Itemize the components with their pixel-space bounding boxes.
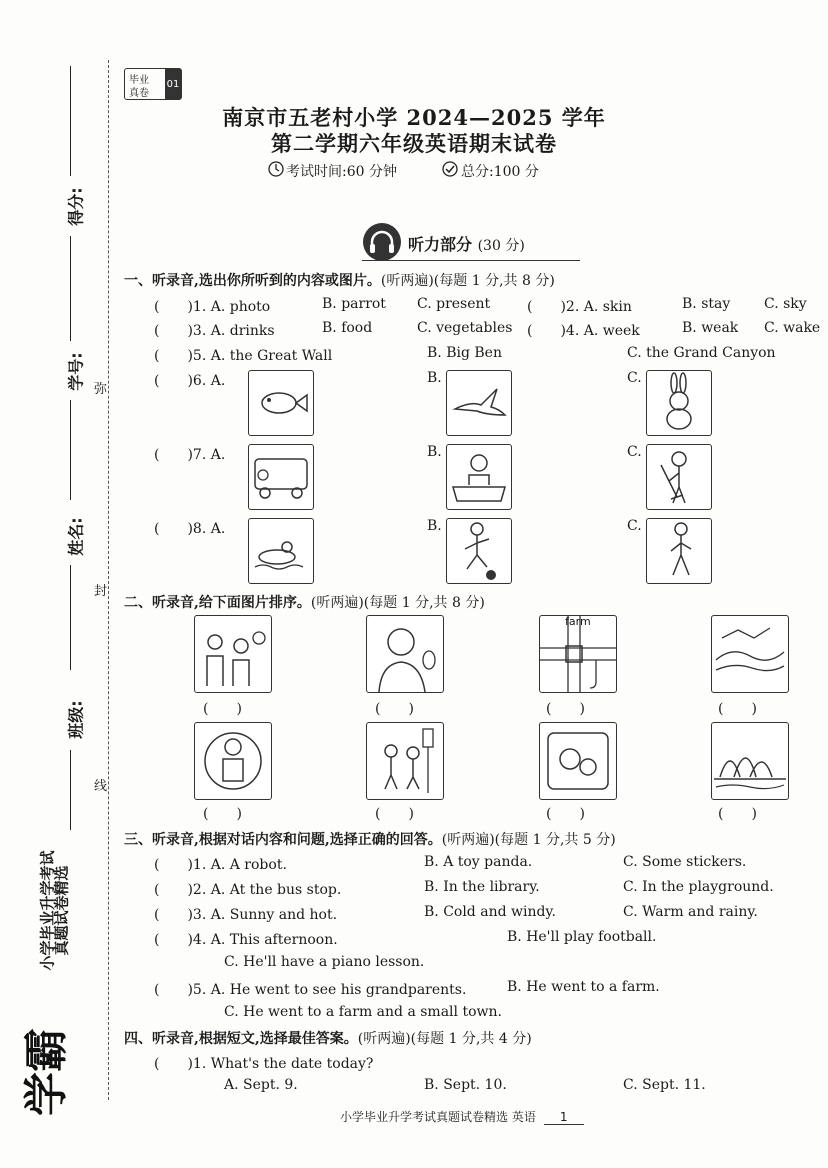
p4-q1: ( )1. What's the date today? <box>154 1056 374 1072</box>
badge-number: 01 <box>165 69 181 99</box>
badge-line1: 毕业 <box>129 75 149 86</box>
p3-q5-a: ( )5. A. He went to see his grandparents. <box>154 982 467 998</box>
part2-heading <box>124 592 485 612</box>
title-line1: 南京市五老村小学 2024—2025 学年 <box>222 105 606 130</box>
brand-small-2: 真题试卷精选 <box>52 865 71 956</box>
p4-q1-a: A. Sept. 9. <box>224 1077 298 1093</box>
part3-note: (听两遍)(每题 1 分,共 5 分) <box>441 832 616 848</box>
sort-picture-7 <box>539 722 617 800</box>
q2-a: ( )2. A. skin <box>527 299 632 315</box>
q8-b-label: B. <box>427 518 442 534</box>
sort-answer-1[interactable]: ( ) <box>203 701 242 717</box>
total-score: 总分:100 分 <box>461 164 539 180</box>
q2-c: C. sky <box>764 296 807 312</box>
page-number: 1 <box>544 1110 584 1125</box>
q4-b: B. weak <box>682 320 739 336</box>
score-label: 得分: <box>66 187 86 226</box>
part4-note: (听两遍)(每题 1 分,共 4 分) <box>357 1031 532 1047</box>
seal-word-3: 线 <box>94 779 108 794</box>
p4-q1-c: C. Sept. 11. <box>623 1077 706 1093</box>
sort-picture-5 <box>194 722 272 800</box>
cleaning-table-picture <box>446 444 512 510</box>
q1-b: B. parrot <box>322 296 386 312</box>
q1-a: ( )1. A. photo <box>154 299 271 315</box>
p3-q1-a: ( )1. A. A robot. <box>154 857 287 873</box>
sort-picture-2 <box>366 615 444 693</box>
p3-q1-c: C. Some stickers. <box>623 854 747 870</box>
brand-small-1: 小学毕业升学考试 <box>38 850 57 971</box>
section-title <box>408 232 525 255</box>
q6-b-label: B. <box>427 370 442 386</box>
id-line <box>70 236 71 341</box>
part1-heading-text: 一、听录音,选出你所听到的内容或图片。 <box>124 273 381 289</box>
p3-q3-b: B. Cold and windy. <box>424 904 556 920</box>
q3-b: B. food <box>322 320 373 336</box>
part3-heading-text: 三、听录音,根据对话内容和问题,选择正确的回答。 <box>124 832 442 848</box>
p3-q3-a: ( )3. A. Sunny and hot. <box>154 907 338 923</box>
sort-answer-3[interactable]: ( ) <box>546 701 585 717</box>
p3-q5-b: B. He went to a farm. <box>507 979 660 995</box>
section-title-text: 听力部分 <box>408 235 473 254</box>
seal-dashed-line <box>108 60 109 1100</box>
name-label: 姓名: <box>66 517 86 556</box>
rabbit-picture <box>646 370 712 436</box>
q3-a: ( )3. A. drinks <box>154 323 275 339</box>
part4-heading <box>124 1028 532 1048</box>
p3-q4-a: ( )4. A. This afternoon. <box>154 932 338 948</box>
clock-icon <box>268 161 284 177</box>
car-washing-picture <box>248 444 314 510</box>
p4-q1-b: B. Sept. 10. <box>424 1077 507 1093</box>
p3-q3-c: C. Warm and rainy. <box>623 904 758 920</box>
sort-picture-6 <box>366 722 444 800</box>
q1-c: C. present <box>417 296 491 312</box>
q6-c-label: C. <box>627 370 642 386</box>
seal-word-1: 弥 <box>94 382 108 397</box>
p3-q1-b: B. A toy panda. <box>424 854 533 870</box>
q3-c: C. vegetables <box>417 320 513 336</box>
q5-c: C. the Grand Canyon <box>627 345 776 361</box>
p3-q4-b: B. He'll play football. <box>507 929 657 945</box>
sort-answer-5[interactable]: ( ) <box>203 806 242 822</box>
part3-heading <box>124 829 616 849</box>
q4-c: C. wake <box>764 320 821 336</box>
p3-q2-c: C. In the playground. <box>623 879 774 895</box>
swimming-picture <box>248 518 314 584</box>
farm-label: farm <box>565 615 591 628</box>
q7-c-label: C. <box>627 444 642 460</box>
section-points: (30 分) <box>477 238 525 254</box>
q7-label: ( )7. A. <box>154 447 226 463</box>
p3-q2-a: ( )2. A. At the bus stop. <box>154 882 342 898</box>
sort-picture-8-opera-house <box>711 722 789 800</box>
class-line-bottom <box>70 750 71 830</box>
sort-answer-2[interactable]: ( ) <box>375 701 414 717</box>
title-line2: 第二学期六年级英语期末试卷 <box>271 131 557 156</box>
q8-c-label: C. <box>627 518 642 534</box>
part2-note: (听两遍)(每题 1 分,共 8 分) <box>310 595 485 611</box>
brand-big: 学霸 <box>21 1028 72 1116</box>
paper-badge <box>124 68 182 100</box>
sort-answer-7[interactable]: ( ) <box>546 806 585 822</box>
football-picture <box>446 518 512 584</box>
q5-a: ( )5. A. the Great Wall <box>154 348 333 364</box>
part4-heading-text: 四、听录音,根据短文,选择最佳答案。 <box>124 1031 358 1047</box>
footer <box>340 1108 584 1125</box>
q7-b-label: B. <box>427 444 442 460</box>
class-line <box>70 565 71 670</box>
q6-label: ( )6. A. <box>154 373 226 389</box>
sort-answer-6[interactable]: ( ) <box>375 806 414 822</box>
p3-q5-c: C. He went to a farm and a small town. <box>224 1004 502 1020</box>
badge-line2: 真卷 <box>129 88 149 99</box>
id-label: 学号: <box>66 352 86 391</box>
sort-answer-4[interactable]: ( ) <box>718 701 757 717</box>
class-label: 班级: <box>66 700 86 739</box>
name-line <box>70 400 71 500</box>
part1-note: (听两遍)(每题 1 分,共 8 分) <box>380 273 555 289</box>
check-icon <box>442 161 458 177</box>
sort-answer-8[interactable]: ( ) <box>718 806 757 822</box>
sweeping-picture <box>646 444 712 510</box>
sort-picture-1 <box>194 615 272 693</box>
fish-picture <box>248 370 314 436</box>
p3-q2-b: B. In the library. <box>424 879 540 895</box>
seal-word-2: 封 <box>94 584 108 599</box>
q8-label: ( )8. A. <box>154 521 226 537</box>
q5-b: B. Big Ben <box>427 345 502 361</box>
running-picture <box>646 518 712 584</box>
p3-q4-c: C. He'll have a piano lesson. <box>224 954 425 970</box>
part2-heading-text: 二、听录音,给下面图片排序。 <box>124 595 311 611</box>
q4-a: ( )4. A. week <box>527 323 640 339</box>
sort-picture-4 <box>711 615 789 693</box>
footer-text: 小学毕业升学考试真题试卷精选 英语 <box>340 1110 536 1124</box>
bird-picture <box>446 370 512 436</box>
exam-time: 考试时间:60 分钟 <box>286 164 397 180</box>
part1-heading <box>124 270 555 290</box>
headphones-icon <box>362 222 402 262</box>
q2-b: B. stay <box>682 296 731 312</box>
